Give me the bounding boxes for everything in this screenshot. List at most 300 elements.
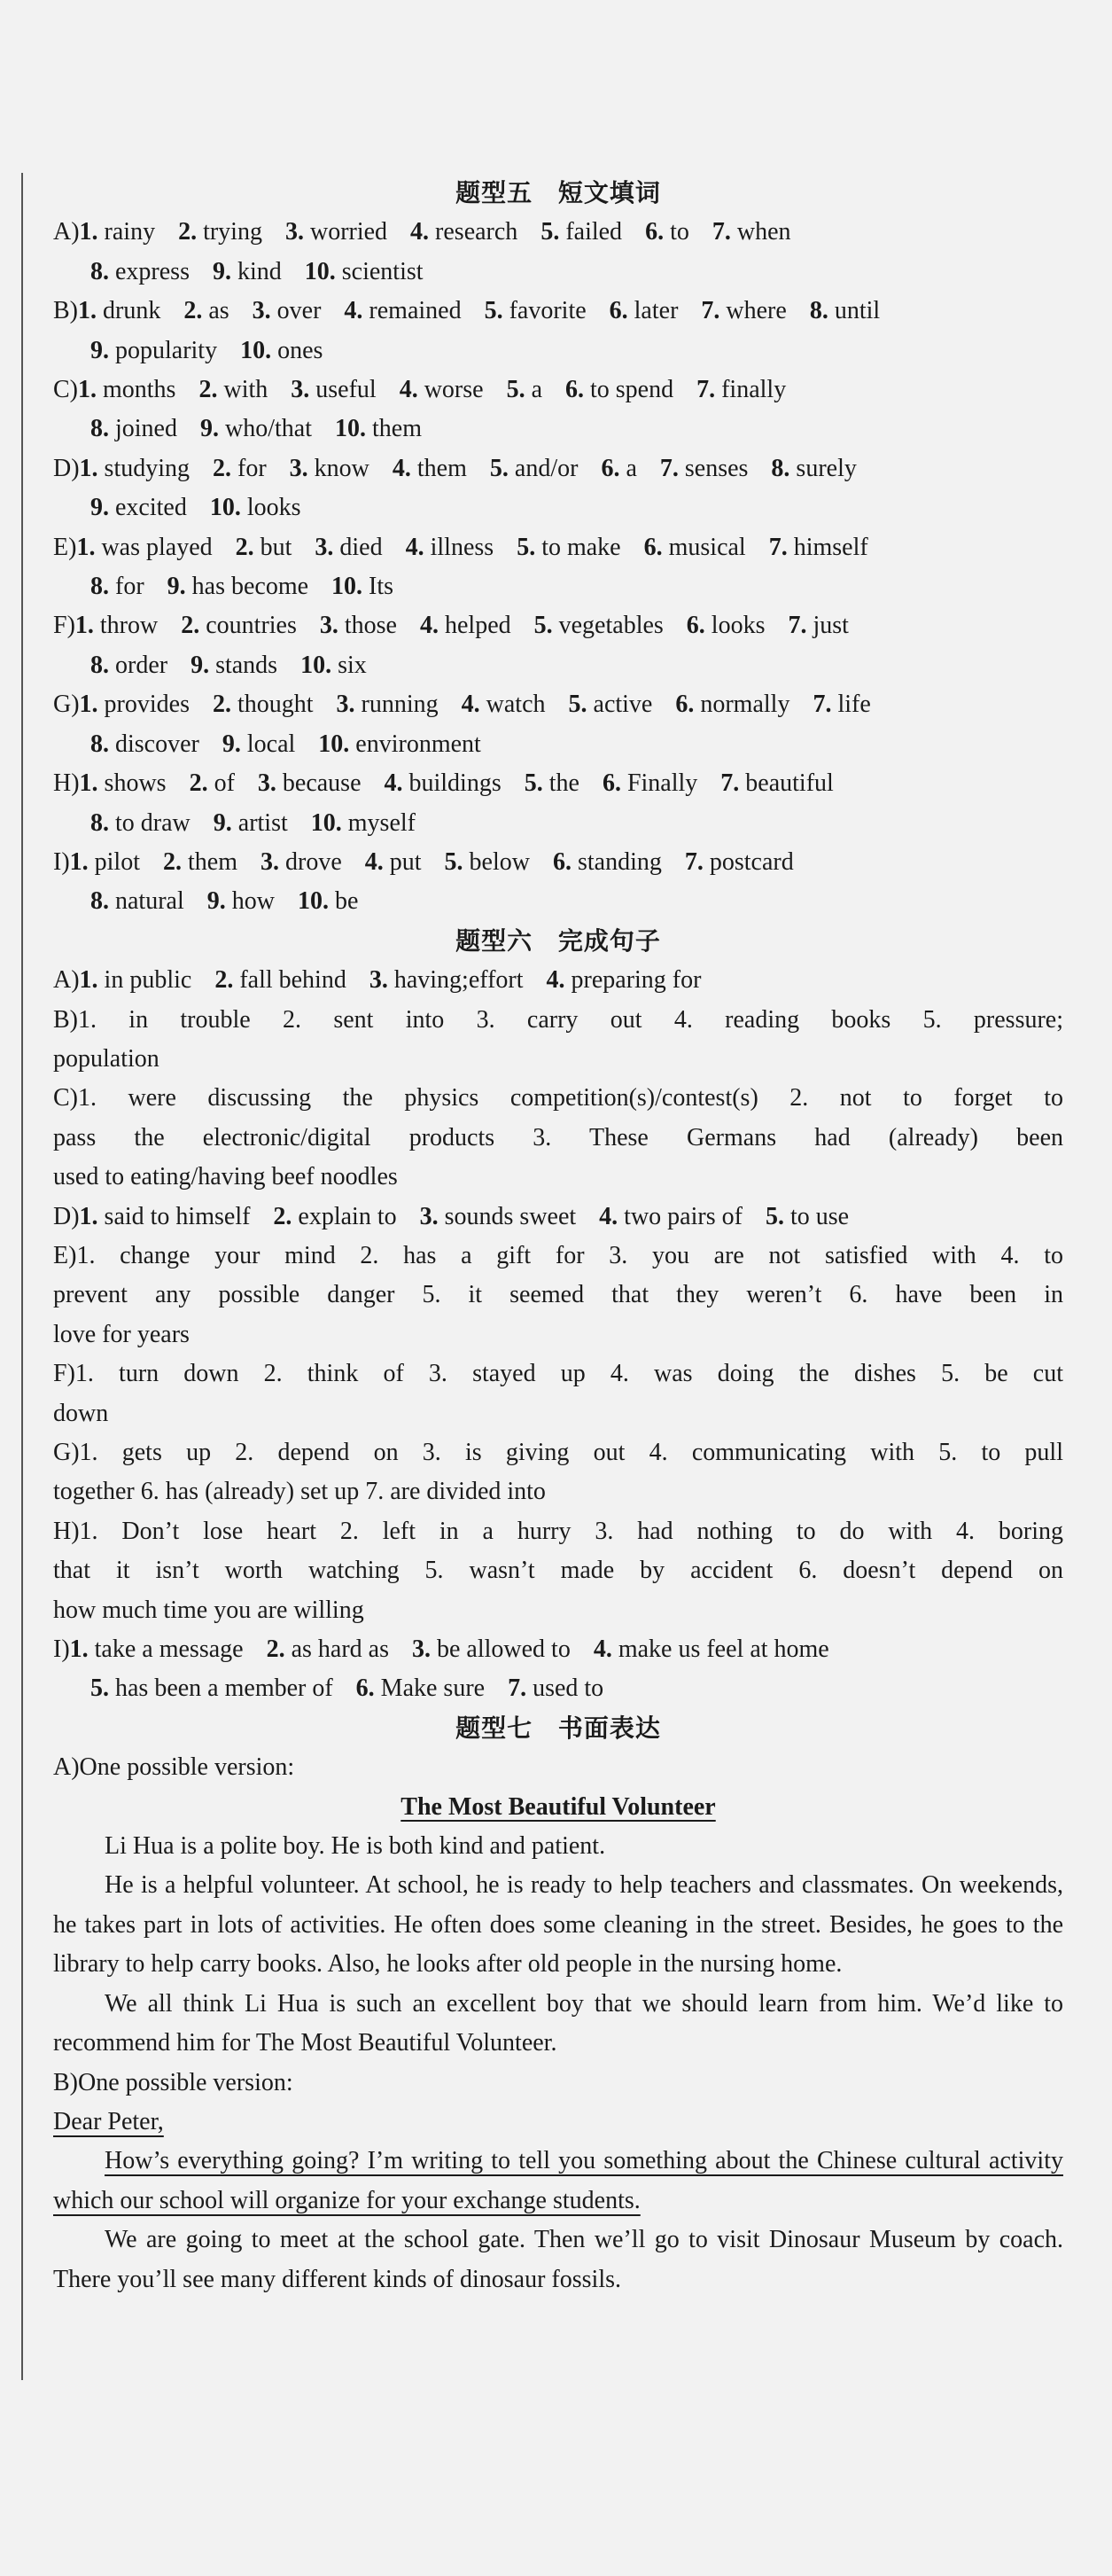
answer-item <box>406 534 494 561</box>
answer-item <box>291 376 376 403</box>
answer-text: explain to <box>298 1202 397 1230</box>
answer-item <box>80 691 190 718</box>
answer-number: 7. <box>659 454 679 482</box>
answer-number: 9. <box>90 494 109 522</box>
answer-text: later <box>634 297 679 325</box>
answer-text: stands <box>215 651 278 679</box>
group-label: E) <box>53 1241 77 1269</box>
answer-item <box>603 769 697 797</box>
answer-item <box>720 769 834 797</box>
answer-item <box>90 887 184 915</box>
answer-text: artist <box>237 808 288 837</box>
answer-text: worse <box>424 376 484 404</box>
group-label: H) <box>53 769 80 798</box>
answer-text: down <box>53 1399 109 1427</box>
answer-number: 1. <box>69 1635 89 1664</box>
answer-item <box>167 573 308 600</box>
answer-item <box>78 297 160 324</box>
answer-text: but <box>260 533 292 561</box>
version-b-label: B)One possible version: <box>53 2068 293 2096</box>
answer-group <box>53 528 1063 607</box>
answer-number: 5. <box>90 1674 109 1703</box>
answer-group <box>53 1433 1063 1512</box>
answer-item <box>507 376 542 403</box>
answer-item <box>687 612 766 639</box>
answer-number: 1. <box>79 769 98 798</box>
answer-item <box>80 455 190 482</box>
answer-group <box>53 449 1063 528</box>
margin-rule <box>21 173 23 2380</box>
group-label: D) <box>53 454 80 482</box>
answer-number: 7. <box>720 769 740 798</box>
answer-text: failed <box>565 218 623 246</box>
answer-number: 9. <box>213 808 232 837</box>
answer-number: 2. <box>273 1202 292 1230</box>
answer-line <box>53 1001 1063 1040</box>
answer-item <box>462 691 546 718</box>
answer-text: express <box>115 257 190 285</box>
answer-text: drunk <box>103 297 161 325</box>
answer-number: 5. <box>489 454 509 482</box>
answer-text: normally <box>700 691 790 719</box>
answer-number: 6. <box>601 454 620 482</box>
answer-item <box>90 1674 333 1702</box>
answer-line <box>53 1433 1063 1472</box>
answer-text: love for years <box>53 1320 190 1348</box>
answer-number: 1. <box>78 376 97 404</box>
answer-item <box>420 612 511 639</box>
letter-greeting: Dear Peter, <box>53 2107 164 2135</box>
answer-line <box>53 292 1063 331</box>
answer-number: 5. <box>506 376 525 404</box>
answer-text: 1. turn down 2. think of 3. stayed up 4. was doing the dishes 5. be cut <box>74 1360 1063 1388</box>
answer-number: 3. <box>419 1202 439 1230</box>
answer-text: vegetables <box>558 612 664 640</box>
answer-item <box>385 769 502 797</box>
answer-number: 6. <box>675 691 695 719</box>
answer-text: discover <box>115 730 199 758</box>
answer-text: local <box>246 730 296 758</box>
answer-group <box>53 843 1063 922</box>
answer-group <box>53 213 1063 292</box>
answer-text: drove <box>285 847 342 876</box>
answer-text: them <box>188 847 237 876</box>
answer-item <box>369 966 524 994</box>
answer-line <box>53 1354 1063 1393</box>
answer-text: used to <box>533 1674 604 1703</box>
answer-line <box>53 725 1063 764</box>
answer-item <box>610 297 679 324</box>
answer-line <box>53 213 1063 252</box>
answer-content <box>53 174 1063 2299</box>
answer-item <box>788 612 848 639</box>
answer-number: 1. <box>79 966 98 995</box>
group-label: C) <box>53 1084 78 1112</box>
answer-line <box>53 1237 1063 1276</box>
answer-line <box>53 1669 1063 1708</box>
answer-text: has been a member of <box>115 1674 333 1703</box>
answer-item <box>70 1635 244 1663</box>
answer-number: 7. <box>712 218 731 246</box>
answer-item <box>365 848 422 876</box>
answer-line <box>53 1472 1063 1511</box>
answer-number: 5. <box>517 533 536 561</box>
answer-line <box>53 1040 1063 1079</box>
answer-text: himself <box>793 533 868 561</box>
answer-text: provides <box>104 691 190 719</box>
answer-item <box>198 376 268 403</box>
answer-text: to use <box>789 1202 850 1230</box>
answer-item <box>553 848 662 876</box>
essay-a-paragraph: He is a helpful volunteer. At school, he is ready to help teachers and classmates. On weekends, he takes part in lots of activities. He often does some cleaning in the street. Besides, he goes to the library to help carry books. Also, he looks after old people in the nursing home. <box>53 1871 1063 1979</box>
answer-number: 6. <box>602 769 621 798</box>
answer-text: Its <box>369 573 394 601</box>
answer-number: 2. <box>235 533 254 561</box>
answer-item <box>163 848 237 876</box>
answer-item <box>70 848 140 876</box>
answer-text: that it isn’t worth watching 5. wasn’t made by accident 6. doesn’t depend on <box>53 1557 1063 1585</box>
group-label: E) <box>53 533 77 561</box>
answer-number: 1. <box>74 612 94 640</box>
answer-text: thought <box>237 691 314 719</box>
answer-item <box>769 534 868 561</box>
answer-text: pass the electronic/digital products 3. These Germans had (already) been <box>53 1123 1063 1151</box>
answer-item <box>200 415 312 442</box>
answer-number: 9. <box>222 730 241 758</box>
answer-item <box>222 730 295 758</box>
group-label: I) <box>53 847 70 876</box>
answer-number: 6. <box>552 847 572 876</box>
answer-number: 2. <box>163 847 182 876</box>
answer-line <box>53 961 1063 1000</box>
answer-number: 1. <box>79 454 98 482</box>
answer-number: 1. <box>79 218 98 246</box>
answer-text: favorite <box>509 297 587 325</box>
version-a-label: A)One possible version: <box>53 1753 295 1782</box>
group-label: G) <box>53 691 80 719</box>
answer-item <box>412 1635 571 1663</box>
group-label: B) <box>53 297 78 325</box>
answer-text: Finally <box>626 769 698 798</box>
answer-text: order <box>115 651 168 679</box>
essay-a-title: The Most Beautiful Volunteer <box>400 1792 716 1821</box>
answer-number: 4. <box>364 847 384 876</box>
answer-number: 10. <box>318 730 350 758</box>
answer-line <box>53 1198 1063 1237</box>
answer-item <box>540 218 622 246</box>
answer-number: 1. <box>78 297 97 325</box>
answer-text: to make <box>541 533 621 561</box>
answer-text: in public <box>104 966 192 995</box>
answer-text: useful <box>315 376 377 404</box>
answer-item <box>534 612 664 639</box>
answer-text: below <box>469 847 530 876</box>
answer-item <box>213 691 314 718</box>
answer-text: a <box>626 454 637 482</box>
answer-number: 8. <box>771 454 790 482</box>
answer-number: 3. <box>369 966 388 995</box>
answer-text: helped <box>444 612 511 640</box>
answer-number: 10. <box>209 494 241 522</box>
answer-number: 3. <box>315 533 334 561</box>
answer-number: 4. <box>546 966 565 995</box>
answer-number: 10. <box>300 651 332 679</box>
answer-number: 4. <box>392 454 411 482</box>
answer-number: 9. <box>191 651 210 679</box>
answer-number: 6. <box>565 376 584 404</box>
answer-number: 9. <box>90 336 109 364</box>
answer-line <box>53 882 1063 921</box>
answer-item <box>305 258 424 285</box>
answer-text: said to himself <box>104 1202 251 1230</box>
answer-number: 5. <box>444 847 463 876</box>
answer-line <box>53 1119 1063 1158</box>
answer-number: 4. <box>405 533 424 561</box>
answer-number: 5. <box>533 612 553 640</box>
answer-number: 1. <box>79 691 98 719</box>
answer-item <box>318 730 481 758</box>
answer-text: know <box>314 454 369 482</box>
answer-number: 2. <box>266 1635 285 1664</box>
answer-text: senses <box>684 454 749 482</box>
answer-item <box>76 534 212 561</box>
answer-text: watch <box>486 691 546 719</box>
answer-number: 9. <box>206 887 226 916</box>
answer-group <box>53 961 1063 1000</box>
answer-item <box>712 218 791 246</box>
answer-text: 1. change your mind 2. has a gift for 3. you are not satisfied with 4. to <box>76 1241 1063 1269</box>
answer-line <box>53 371 1063 410</box>
answer-group <box>53 606 1063 685</box>
answer-number: 4. <box>399 376 418 404</box>
answer-text: months <box>103 376 176 404</box>
answer-text: pilot <box>94 847 140 876</box>
answer-text: natural <box>115 887 184 916</box>
answer-number: 7. <box>508 1674 527 1703</box>
answer-number: 6. <box>609 297 628 325</box>
answer-item <box>410 218 517 246</box>
answer-text: used to eating/having beef noodles <box>53 1163 398 1191</box>
answer-item <box>290 455 369 482</box>
answer-item <box>298 887 358 915</box>
answer-group <box>53 685 1063 764</box>
answer-line <box>53 488 1063 527</box>
answer-number: 1. <box>79 1202 98 1230</box>
group-label: F) <box>53 1360 75 1388</box>
answer-group <box>53 1630 1063 1709</box>
group-label: A) <box>53 218 80 246</box>
answer-number: 5. <box>765 1202 784 1230</box>
answer-item <box>337 691 439 718</box>
answer-number: 3. <box>257 769 276 798</box>
answer-item <box>90 730 199 758</box>
section-7-heading: 题型七 书面表达 <box>455 1713 661 1743</box>
answer-number: 9. <box>167 573 186 601</box>
group-label: I) <box>53 1635 70 1664</box>
answer-number: 2. <box>183 297 203 325</box>
answer-item <box>240 337 323 364</box>
answer-text: prevent any possible danger 5. it seemed that they weren’t 6. have been in <box>53 1281 1063 1309</box>
answer-group <box>53 1079 1063 1197</box>
answer-text: postcard <box>709 847 794 876</box>
answer-item <box>525 769 579 797</box>
answer-text: be <box>334 887 359 916</box>
answer-item <box>766 1203 849 1230</box>
answer-line <box>53 567 1063 606</box>
answer-number: 1. <box>76 533 96 561</box>
answer-item <box>660 455 749 482</box>
essay-a-paragraph: Li Hua is a polite boy. He is both kind and patient. <box>105 1832 606 1861</box>
answer-text: looks <box>711 612 766 640</box>
answer-item <box>644 534 746 561</box>
answer-item <box>80 769 167 797</box>
section-6-heading: 题型六 完成句子 <box>455 925 661 956</box>
answer-number: 3. <box>411 1635 431 1664</box>
answer-text: finally <box>721 376 787 404</box>
answer-number: 7. <box>701 297 720 325</box>
answer-group <box>53 1198 1063 1237</box>
answer-group <box>53 1001 1063 1080</box>
answer-text: beautiful <box>745 769 834 798</box>
section-5-heading: 题型五 短文填词 <box>455 178 661 207</box>
group-label: D) <box>53 1202 80 1230</box>
answer-item <box>213 455 267 482</box>
answer-group <box>53 1354 1063 1433</box>
answer-item <box>393 455 467 482</box>
answer-item <box>207 887 275 915</box>
answer-item <box>214 809 288 837</box>
answer-item <box>331 573 393 600</box>
answer-text: how much time you are willing <box>53 1596 364 1624</box>
answer-text: to spend <box>590 376 674 404</box>
answer-number: 7. <box>684 847 704 876</box>
answer-line <box>53 606 1063 645</box>
answer-item <box>490 455 579 482</box>
answer-item <box>508 1674 603 1702</box>
answer-text: was played <box>101 533 213 561</box>
answer-text: 1. Don’t lose heart 2. left in a hurry 3. had nothing to do with 4. boring <box>79 1517 1063 1545</box>
answer-text: because <box>282 769 362 798</box>
answer-item <box>420 1203 577 1230</box>
answer-number: 8. <box>90 257 109 285</box>
answer-text: two pairs of <box>624 1202 743 1230</box>
letter-opening-paragraph: How’s everything going? I’m writing to tell you something about the Chinese cultural activity which our school will organize for your exchange students. <box>53 2147 1063 2214</box>
answer-text: environment <box>355 730 481 758</box>
answer-text: as hard as <box>291 1635 389 1664</box>
answer-item <box>285 218 387 246</box>
answer-number: 5. <box>524 769 543 798</box>
answer-number: 6. <box>643 533 663 561</box>
answer-number: 3. <box>261 847 279 876</box>
answer-number: 10. <box>335 415 366 443</box>
answer-item <box>565 376 673 403</box>
answer-item <box>261 848 342 876</box>
answer-text: shows <box>104 769 167 798</box>
answer-text: those <box>344 612 397 640</box>
answer-text: myself <box>347 808 416 837</box>
answer-number: 8. <box>90 651 109 679</box>
answer-item <box>547 966 702 994</box>
answer-line <box>53 1158 1063 1197</box>
answer-line <box>53 1079 1063 1118</box>
answer-item <box>191 652 277 679</box>
answer-item <box>810 297 880 324</box>
group-label: G) <box>53 1439 80 1466</box>
answer-number: 8. <box>90 730 109 758</box>
answer-item <box>267 1635 389 1663</box>
answer-text: worried <box>309 218 388 246</box>
answer-number: 2. <box>214 966 234 995</box>
answer-text: excited <box>115 494 187 522</box>
answer-number: 3. <box>291 376 310 404</box>
answer-number: 3. <box>289 454 308 482</box>
answer-number: 9. <box>200 415 219 443</box>
section-7-answers <box>53 1748 1063 2299</box>
answer-line <box>53 410 1063 449</box>
answer-number: 8. <box>90 415 109 443</box>
answer-number: 2. <box>198 376 218 404</box>
answer-text: life <box>837 691 871 719</box>
answer-line <box>53 804 1063 843</box>
answer-item <box>311 809 416 837</box>
answer-number: 8. <box>90 808 109 837</box>
answer-item <box>344 297 461 324</box>
answer-text: popularity <box>115 336 218 364</box>
answer-number: 4. <box>344 297 363 325</box>
answer-text: scientist <box>341 257 424 285</box>
answer-item <box>210 494 301 521</box>
group-label: B) <box>53 1005 78 1034</box>
answer-item <box>80 966 192 994</box>
answer-text: died <box>339 533 383 561</box>
answer-text: throw <box>99 612 159 640</box>
answer-line <box>53 1591 1063 1630</box>
answer-item <box>90 494 187 521</box>
answer-item <box>517 534 620 561</box>
answer-line <box>53 646 1063 685</box>
answer-number: 10. <box>240 336 272 364</box>
answer-text: trying <box>203 218 262 246</box>
answer-text: how <box>231 887 275 916</box>
answer-text: of <box>214 769 235 798</box>
answer-item <box>90 652 167 679</box>
answer-item <box>90 415 177 442</box>
answer-text: and/or <box>514 454 579 482</box>
answer-line <box>53 764 1063 803</box>
answer-item <box>335 415 422 442</box>
answer-text: a <box>531 376 542 404</box>
answer-group <box>53 371 1063 449</box>
answer-number: 6. <box>355 1674 375 1703</box>
answer-line <box>53 1394 1063 1433</box>
answer-text: buildings <box>408 769 502 798</box>
answer-text: 1. were discussing the physics competition(s)/contest(s) 2. not to forget to <box>78 1084 1063 1112</box>
answer-item <box>214 966 346 994</box>
answer-text: them <box>372 415 422 443</box>
answer-text: who/that <box>225 415 312 443</box>
answer-text: population <box>53 1044 159 1073</box>
answer-number: 5. <box>484 297 503 325</box>
answer-item <box>178 218 262 246</box>
answer-text: rainy <box>104 218 156 246</box>
answer-text: over <box>276 297 322 325</box>
answer-text: joined <box>115 415 177 443</box>
answer-item <box>181 612 297 639</box>
answer-text: take a message <box>94 1635 244 1664</box>
answer-text: 1. gets up 2. depend on 3. is giving out 4. communicating with 5. to pull <box>79 1439 1063 1466</box>
answer-number: 5. <box>540 218 560 246</box>
answer-text: be allowed to <box>436 1635 571 1664</box>
